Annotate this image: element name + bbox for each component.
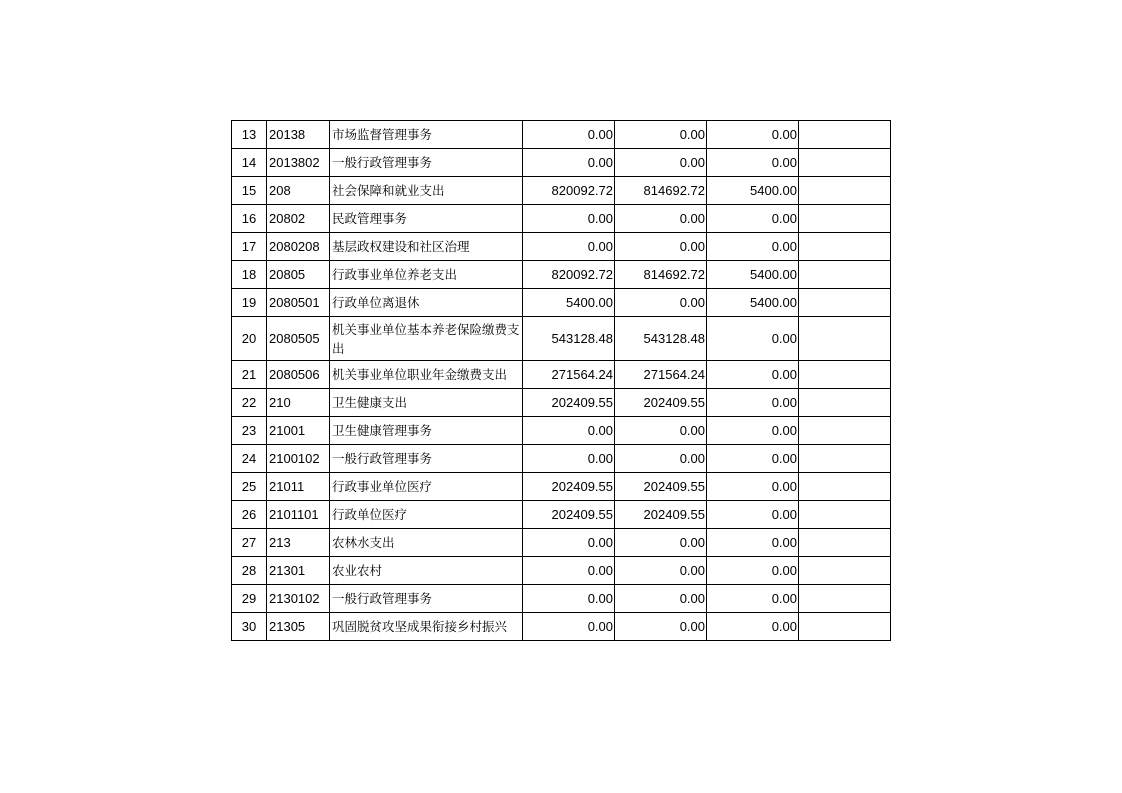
subject-name-cell: 行政单位离退休 [330, 289, 523, 317]
amount-project-cell: 5400.00 [707, 177, 799, 205]
row-number-cell: 21 [232, 361, 267, 389]
table-row [232, 389, 891, 417]
table-row [232, 233, 891, 261]
subject-name-cell: 市场监督管理事务 [330, 121, 523, 149]
amount-total-cell: 5400.00 [523, 289, 615, 317]
table-row [232, 417, 891, 445]
subject-name-cell: 基层政权建设和社区治理 [330, 233, 523, 261]
amount-project-cell: 0.00 [707, 317, 799, 361]
subject-code-cell: 20802 [267, 205, 330, 233]
amount-project-cell: 0.00 [707, 445, 799, 473]
table-row [232, 205, 891, 233]
amount-total-cell: 820092.72 [523, 177, 615, 205]
amount-project-cell: 0.00 [707, 557, 799, 585]
amount-basic-cell: 202409.55 [615, 501, 707, 529]
amount-basic-cell: 814692.72 [615, 177, 707, 205]
amount-extra-cell [799, 233, 891, 261]
amount-basic-cell: 202409.55 [615, 389, 707, 417]
subject-code-cell: 210 [267, 389, 330, 417]
row-number-cell: 24 [232, 445, 267, 473]
subject-name-cell: 机关事业单位职业年金缴费支出 [330, 361, 523, 389]
amount-extra-cell [799, 501, 891, 529]
table-row [232, 149, 891, 177]
subject-code-cell: 21301 [267, 557, 330, 585]
table-row [232, 529, 891, 557]
table-row [232, 317, 891, 361]
table-row [232, 121, 891, 149]
subject-code-cell: 2100102 [267, 445, 330, 473]
amount-basic-cell: 0.00 [615, 121, 707, 149]
amount-basic-cell: 0.00 [615, 529, 707, 557]
amount-basic-cell: 814692.72 [615, 261, 707, 289]
amount-extra-cell [799, 317, 891, 361]
amount-total-cell: 0.00 [523, 529, 615, 557]
row-number-cell: 28 [232, 557, 267, 585]
amount-project-cell: 0.00 [707, 585, 799, 613]
row-number-cell: 30 [232, 613, 267, 641]
amount-project-cell: 0.00 [707, 233, 799, 261]
amount-total-cell: 0.00 [523, 205, 615, 233]
budget-table [231, 120, 891, 641]
amount-extra-cell [799, 289, 891, 317]
amount-project-cell: 0.00 [707, 361, 799, 389]
amount-project-cell: 0.00 [707, 501, 799, 529]
row-number-cell: 27 [232, 529, 267, 557]
row-number-cell: 14 [232, 149, 267, 177]
amount-total-cell: 543128.48 [523, 317, 615, 361]
subject-name-cell: 卫生健康支出 [330, 389, 523, 417]
amount-basic-cell: 0.00 [615, 613, 707, 641]
amount-basic-cell: 0.00 [615, 557, 707, 585]
subject-name-cell: 机关事业单位基本养老保险缴费支出 [330, 317, 523, 361]
row-number-cell: 25 [232, 473, 267, 501]
amount-extra-cell [799, 205, 891, 233]
amount-extra-cell [799, 417, 891, 445]
subject-name-cell: 农林水支出 [330, 529, 523, 557]
amount-total-cell: 0.00 [523, 557, 615, 585]
row-number-cell: 17 [232, 233, 267, 261]
amount-total-cell: 0.00 [523, 445, 615, 473]
amount-project-cell: 0.00 [707, 417, 799, 445]
table-row [232, 501, 891, 529]
amount-project-cell: 0.00 [707, 205, 799, 233]
amount-basic-cell: 271564.24 [615, 361, 707, 389]
subject-name-cell: 民政管理事务 [330, 205, 523, 233]
subject-name-cell: 行政事业单位医疗 [330, 473, 523, 501]
table-row [232, 473, 891, 501]
row-number-cell: 26 [232, 501, 267, 529]
table-row [232, 177, 891, 205]
row-number-cell: 20 [232, 317, 267, 361]
amount-total-cell: 0.00 [523, 585, 615, 613]
amount-extra-cell [799, 177, 891, 205]
subject-code-cell: 21011 [267, 473, 330, 501]
table-row [232, 585, 891, 613]
amount-project-cell: 5400.00 [707, 289, 799, 317]
amount-total-cell: 202409.55 [523, 389, 615, 417]
subject-name-cell: 行政事业单位养老支出 [330, 261, 523, 289]
amount-extra-cell [799, 261, 891, 289]
amount-extra-cell [799, 149, 891, 177]
amount-extra-cell [799, 389, 891, 417]
amount-extra-cell [799, 361, 891, 389]
row-number-cell: 13 [232, 121, 267, 149]
amount-total-cell: 0.00 [523, 149, 615, 177]
subject-code-cell: 2130102 [267, 585, 330, 613]
subject-code-cell: 208 [267, 177, 330, 205]
subject-name-cell: 社会保障和就业支出 [330, 177, 523, 205]
amount-extra-cell [799, 445, 891, 473]
subject-code-cell: 213 [267, 529, 330, 557]
amount-project-cell: 5400.00 [707, 261, 799, 289]
subject-code-cell: 2013802 [267, 149, 330, 177]
amount-basic-cell: 0.00 [615, 585, 707, 613]
amount-extra-cell [799, 473, 891, 501]
amount-extra-cell [799, 557, 891, 585]
row-number-cell: 22 [232, 389, 267, 417]
subject-name-cell: 行政单位医疗 [330, 501, 523, 529]
subject-code-cell: 2101101 [267, 501, 330, 529]
subject-code-cell: 21305 [267, 613, 330, 641]
subject-name-cell: 卫生健康管理事务 [330, 417, 523, 445]
amount-extra-cell [799, 121, 891, 149]
subject-code-cell: 20138 [267, 121, 330, 149]
table-row [232, 261, 891, 289]
subject-code-cell: 2080501 [267, 289, 330, 317]
amount-basic-cell: 0.00 [615, 445, 707, 473]
amount-total-cell: 0.00 [523, 121, 615, 149]
amount-total-cell: 820092.72 [523, 261, 615, 289]
amount-extra-cell [799, 529, 891, 557]
subject-code-cell: 2080208 [267, 233, 330, 261]
table-body [232, 121, 891, 641]
amount-total-cell: 0.00 [523, 613, 615, 641]
subject-code-cell: 20805 [267, 261, 330, 289]
subject-code-cell: 2080506 [267, 361, 330, 389]
row-number-cell: 16 [232, 205, 267, 233]
amount-total-cell: 271564.24 [523, 361, 615, 389]
table-row [232, 361, 891, 389]
row-number-cell: 29 [232, 585, 267, 613]
amount-basic-cell: 0.00 [615, 149, 707, 177]
table-row [232, 289, 891, 317]
amount-basic-cell: 0.00 [615, 289, 707, 317]
amount-basic-cell: 202409.55 [615, 473, 707, 501]
amount-total-cell: 0.00 [523, 417, 615, 445]
amount-basic-cell: 0.00 [615, 417, 707, 445]
subject-name-cell: 一般行政管理事务 [330, 149, 523, 177]
amount-basic-cell: 0.00 [615, 233, 707, 261]
subject-code-cell: 2080505 [267, 317, 330, 361]
amount-total-cell: 202409.55 [523, 473, 615, 501]
table-row [232, 557, 891, 585]
amount-project-cell: 0.00 [707, 389, 799, 417]
amount-project-cell: 0.00 [707, 149, 799, 177]
subject-name-cell: 巩固脱贫攻坚成果衔接乡村振兴 [330, 613, 523, 641]
amount-basic-cell: 0.00 [615, 205, 707, 233]
amount-project-cell: 0.00 [707, 529, 799, 557]
subject-name-cell: 农业农村 [330, 557, 523, 585]
amount-basic-cell: 543128.48 [615, 317, 707, 361]
amount-extra-cell [799, 585, 891, 613]
subject-name-cell: 一般行政管理事务 [330, 445, 523, 473]
row-number-cell: 18 [232, 261, 267, 289]
amount-total-cell: 202409.55 [523, 501, 615, 529]
row-number-cell: 19 [232, 289, 267, 317]
amount-extra-cell [799, 613, 891, 641]
row-number-cell: 15 [232, 177, 267, 205]
amount-project-cell: 0.00 [707, 473, 799, 501]
table-row [232, 613, 891, 641]
subject-code-cell: 21001 [267, 417, 330, 445]
amount-project-cell: 0.00 [707, 613, 799, 641]
amount-project-cell: 0.00 [707, 121, 799, 149]
subject-name-cell: 一般行政管理事务 [330, 585, 523, 613]
row-number-cell: 23 [232, 417, 267, 445]
table-row [232, 445, 891, 473]
amount-total-cell: 0.00 [523, 233, 615, 261]
